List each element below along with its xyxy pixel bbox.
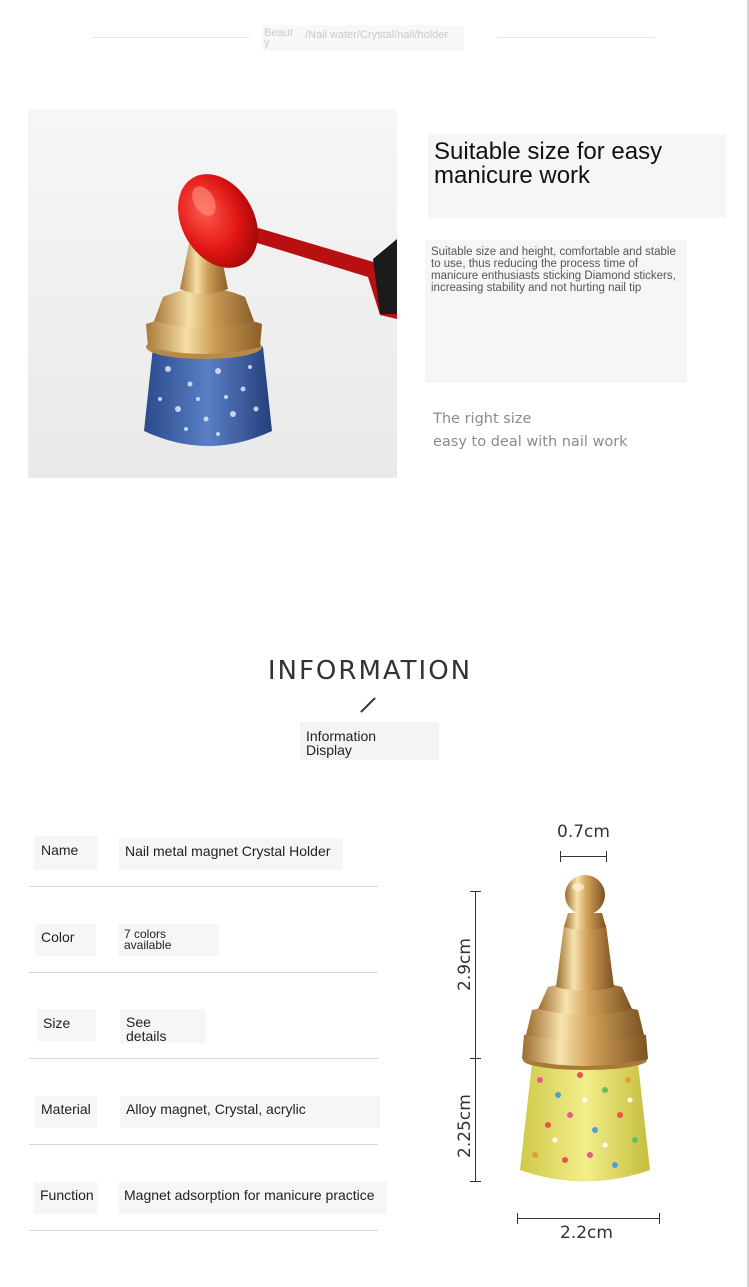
spec-value-color: 7 colors available xyxy=(124,927,172,952)
row-divider xyxy=(29,1144,378,1145)
spec-label-name: Name xyxy=(41,842,79,858)
information-heading: INFORMATION xyxy=(267,656,473,686)
holder-product-image xyxy=(510,875,660,1210)
height-tick-middle xyxy=(470,1058,481,1059)
feature-description: Suitable size and height, comfortable and stable to use, thus reducing the process time of manicure enthusiasts sticking Diamond stickers, increasing stability and not hurting nail tip xyxy=(431,246,676,294)
height-tick-bottom xyxy=(470,1181,481,1182)
header-rule-right xyxy=(497,37,655,38)
row-divider xyxy=(29,972,378,973)
header-rule-left xyxy=(92,37,250,38)
heading-slash xyxy=(360,697,376,713)
subtitle-line-1: The right size xyxy=(433,411,532,427)
base-width-line xyxy=(517,1218,660,1219)
subtitle-line-2: easy to deal with nail work xyxy=(433,434,628,450)
spec-value-function: Magnet adsorption for manicure practice xyxy=(124,1187,375,1203)
top-width-tick-right xyxy=(606,851,607,862)
product-photo xyxy=(28,109,397,478)
base-width-tick-right xyxy=(659,1213,660,1224)
spec-label-size: Size xyxy=(43,1015,71,1031)
row-divider xyxy=(29,886,378,887)
row-divider xyxy=(29,1230,378,1231)
spec-value-material: Alloy magnet, Crystal, acrylic xyxy=(126,1101,306,1117)
spec-value-size: See details xyxy=(126,1014,167,1044)
top-width-tick-left xyxy=(560,851,561,862)
spec-label-function: Function xyxy=(40,1187,94,1203)
base-width-tick-left xyxy=(517,1213,518,1224)
dimension-top-width: 0.7cm xyxy=(557,822,610,842)
dimension-base-width: 2.2cm xyxy=(560,1223,613,1243)
information-label: Information Display xyxy=(306,728,377,758)
spec-label-color: Color xyxy=(41,929,75,945)
height-line xyxy=(475,891,476,1182)
row-divider xyxy=(29,1058,378,1059)
spec-value-name: Nail metal magnet Crystal Holder xyxy=(125,843,331,859)
top-width-line xyxy=(560,856,607,857)
breadcrumb-path: /Nail water/Crystal/nail/holder xyxy=(305,29,449,41)
spec-label-material: Material xyxy=(41,1101,91,1117)
dimension-upper-height-text: 2.9cm xyxy=(455,938,475,991)
dimension-lower-height-text: 2.25cm xyxy=(455,1094,475,1158)
feature-title: Suitable size for easy manicure work xyxy=(434,138,663,189)
height-tick-top xyxy=(470,891,481,892)
breadcrumb-category: Beaut y xyxy=(264,27,293,49)
